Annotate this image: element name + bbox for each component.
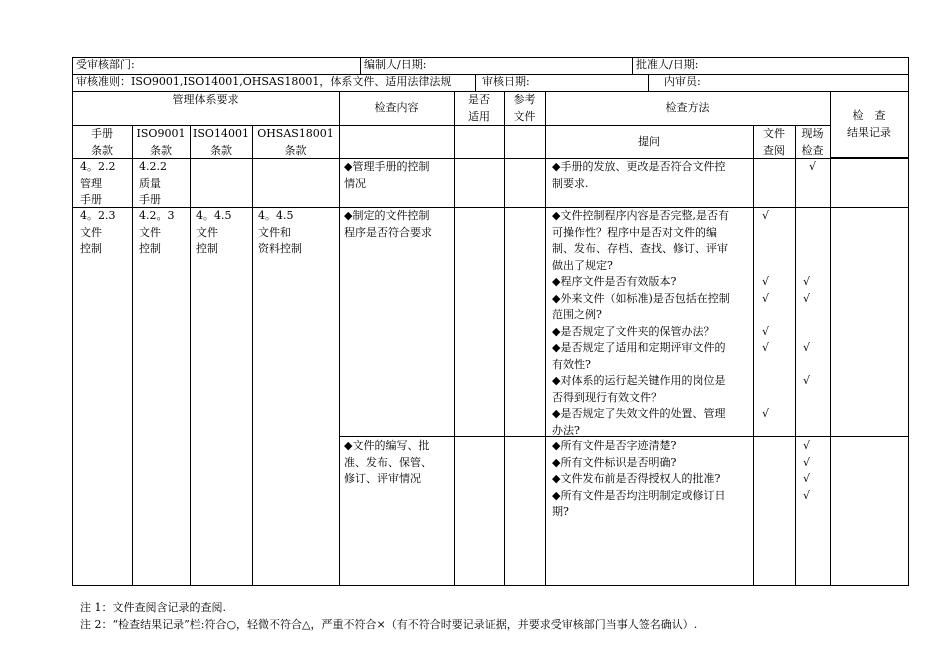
manual-clause-header: 手册 条款 — [91, 127, 113, 157]
site-check-header: 现场 检查 — [801, 127, 824, 157]
auditor-label: 内审员: — [664, 75, 701, 88]
row1-questions: ◆手册的发放、更改是否符合文件控 制要求. — [552, 160, 726, 190]
audited-dept-label: 受审核部门: — [76, 58, 135, 71]
check-content-header: 检查内容 — [374, 101, 419, 114]
note-1: 注 1：文件查阅含记录的查阅. — [80, 601, 226, 614]
row2-ohsas-clause: 4。4.5 文件和 资料控制 — [258, 209, 302, 255]
reference-doc-header: 参考 文件 — [513, 93, 536, 123]
iso9001-clause-header: ISO9001 条款 — [136, 127, 186, 157]
ohsas18001-clause-header: OHSAS18001 条款 — [257, 127, 334, 157]
note-2: 注 2：“检查结果记录”栏:符合○，轻微不符合△，严重不符合×（有不符合时要记录证据，并要求受审核部门当事人签名确认）. — [80, 618, 698, 631]
row1-iso9001-clause: 4.2.2 质量 手册 — [139, 160, 167, 206]
applicable-header: 是否 适用 — [468, 93, 490, 123]
question-header: 提问 — [638, 135, 660, 148]
row2-iso14001-clause: 4。4.5 文件 控制 — [196, 209, 232, 255]
row2-iso9001-clause: 4.2。3 文件 控制 — [139, 209, 175, 255]
row3-site-check-marks: √ √ √ √ — [803, 439, 811, 502]
doc-review-header: 文件 查阅 — [763, 127, 785, 157]
audit-criteria-label: 审核准则：ISO9001,ISO14001,OHSAS18001，体系文件、适用法律法规 — [76, 75, 452, 88]
row2-site-check-marks: √ √ √ √ — [803, 275, 811, 387]
approver-date-label: 批准人/日期: — [636, 58, 699, 71]
row2-check-content: ◆制定的文件控制 程序是否符合要求 — [344, 209, 432, 239]
editor-date-label: 编制人/日期: — [364, 58, 427, 71]
row1-check-content: ◆管理手册的控制 情况 — [344, 160, 430, 190]
row2-manual-clause: 4。2.3 文件 控制 — [80, 209, 116, 255]
iso14001-clause-header: ISO14001 条款 — [193, 127, 249, 157]
row1-site-marks: √ — [808, 160, 816, 173]
row1-manual-clause: 4。2.2 管理 手册 — [80, 160, 116, 206]
check-method-header: 检查方法 — [665, 101, 710, 114]
result-record-header: 检 查 结果记录 — [847, 109, 891, 139]
row3-check-content: ◆文件的编写、批 准、发布、保管、 修订、评审情况 — [344, 439, 432, 485]
row3-questions: ◆所有文件是否字迹清楚? ◆所有文件标识是否明确? ◆文件发布前是否得授权人的批准? ◆所有文件是否均注明制定或修订日 期? — [552, 439, 726, 518]
mgmt-requirement-header: 管理体系要求 — [172, 93, 239, 106]
audit-date-label: 审核日期: — [482, 75, 530, 88]
row2-doc-review-marks: √ √ √ √ √ √ — [762, 209, 770, 420]
row2-questions: ◆文件控制程序内容是否完整,是否有 可操作性？程序中是否对文件的编 制、发布、存档、查找、修订、评审 做出了规定? ◆程序文件是否有效版本? ◆外来文件（如标准)是否包括在控制 范围之例? ◆是否规定了文件夹的保管办法？ ◆是否规定了适用和定期评审文件的 有效性? ◆对体系的运行起关键作用的岗位是 否得到现行有效文件？ ◆是否规定了失效文件的处置、管理 办法? — [552, 209, 730, 437]
